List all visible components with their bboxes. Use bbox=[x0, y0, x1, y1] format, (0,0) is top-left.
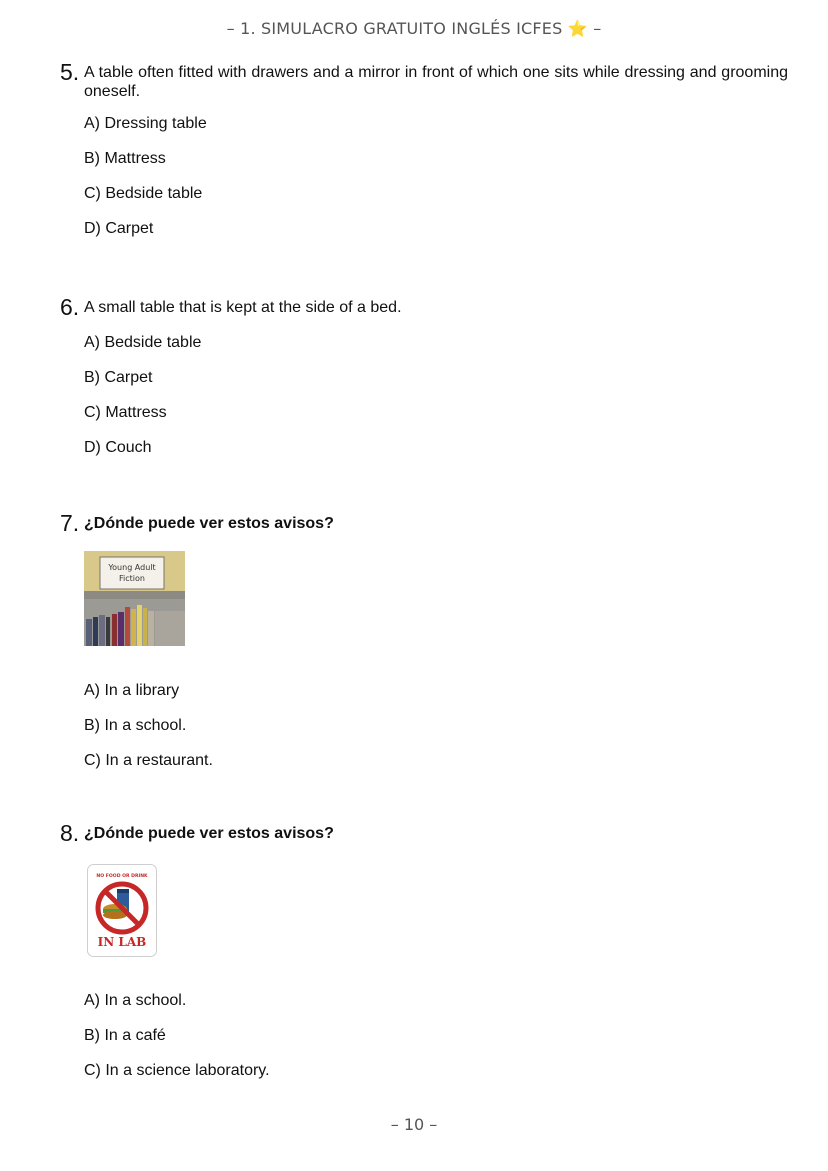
question-text: A table often fitted with drawers and a mirror in front of which one sits while dressing and grooming oneself. bbox=[84, 64, 788, 100]
question-5 bbox=[60, 60, 788, 254]
option-b[interactable]: B) Carpet bbox=[84, 369, 153, 386]
question-text: ¿Dónde puede ver estos avisos? bbox=[84, 515, 334, 532]
option-a[interactable]: A) In a school. bbox=[84, 992, 187, 1009]
option-c[interactable]: C) Mattress bbox=[84, 404, 167, 421]
option-a[interactable]: A) Dressing table bbox=[84, 115, 207, 132]
option-a[interactable]: A) Bedside table bbox=[84, 334, 202, 351]
option-b[interactable]: B) Mattress bbox=[84, 150, 166, 167]
question-text: A small table that is kept at the side of a bed. bbox=[84, 299, 402, 316]
no-food-sign-image bbox=[87, 864, 788, 962]
option-d[interactable]: D) Couch bbox=[84, 439, 152, 456]
question-6 bbox=[60, 295, 788, 473]
question-number: 6. bbox=[60, 294, 80, 320]
sign-text-line2: Fiction bbox=[119, 574, 145, 583]
sign-bottom-text: IN LAB bbox=[97, 935, 147, 949]
sign-text-line1: Young Adult bbox=[108, 563, 156, 572]
sign-top-text: NO FOOD OR DRINK bbox=[96, 874, 148, 879]
bookshelf-photo-icon bbox=[84, 551, 185, 646]
option-c[interactable]: C) Bedside table bbox=[84, 185, 203, 202]
star-icon: ⭐ bbox=[567, 19, 588, 38]
option-d[interactable]: D) Carpet bbox=[84, 220, 154, 237]
question-number: 8. bbox=[60, 820, 80, 846]
question-number: 7. bbox=[60, 510, 80, 536]
question-text: ¿Dónde puede ver estos avisos? bbox=[84, 825, 334, 842]
no-food-drink-icon bbox=[87, 864, 157, 957]
option-b[interactable]: B) In a school. bbox=[84, 717, 187, 734]
library-sign-image bbox=[84, 551, 788, 651]
option-b[interactable]: B) In a café bbox=[84, 1027, 166, 1044]
question-number: 5. bbox=[60, 59, 80, 85]
option-c[interactable]: C) In a science laboratory. bbox=[84, 1062, 270, 1079]
header-suffix: – bbox=[593, 19, 602, 38]
question-7 bbox=[60, 511, 788, 786]
header-title: – 1. SIMULACRO GRATUITO INGLÉS ICFES bbox=[226, 19, 563, 38]
page-header bbox=[0, 19, 828, 38]
option-a[interactable]: A) In a library bbox=[84, 682, 180, 699]
question-8 bbox=[60, 821, 788, 1096]
page-number: – 10 – bbox=[390, 1115, 438, 1134]
option-c[interactable]: C) In a restaurant. bbox=[84, 752, 213, 769]
